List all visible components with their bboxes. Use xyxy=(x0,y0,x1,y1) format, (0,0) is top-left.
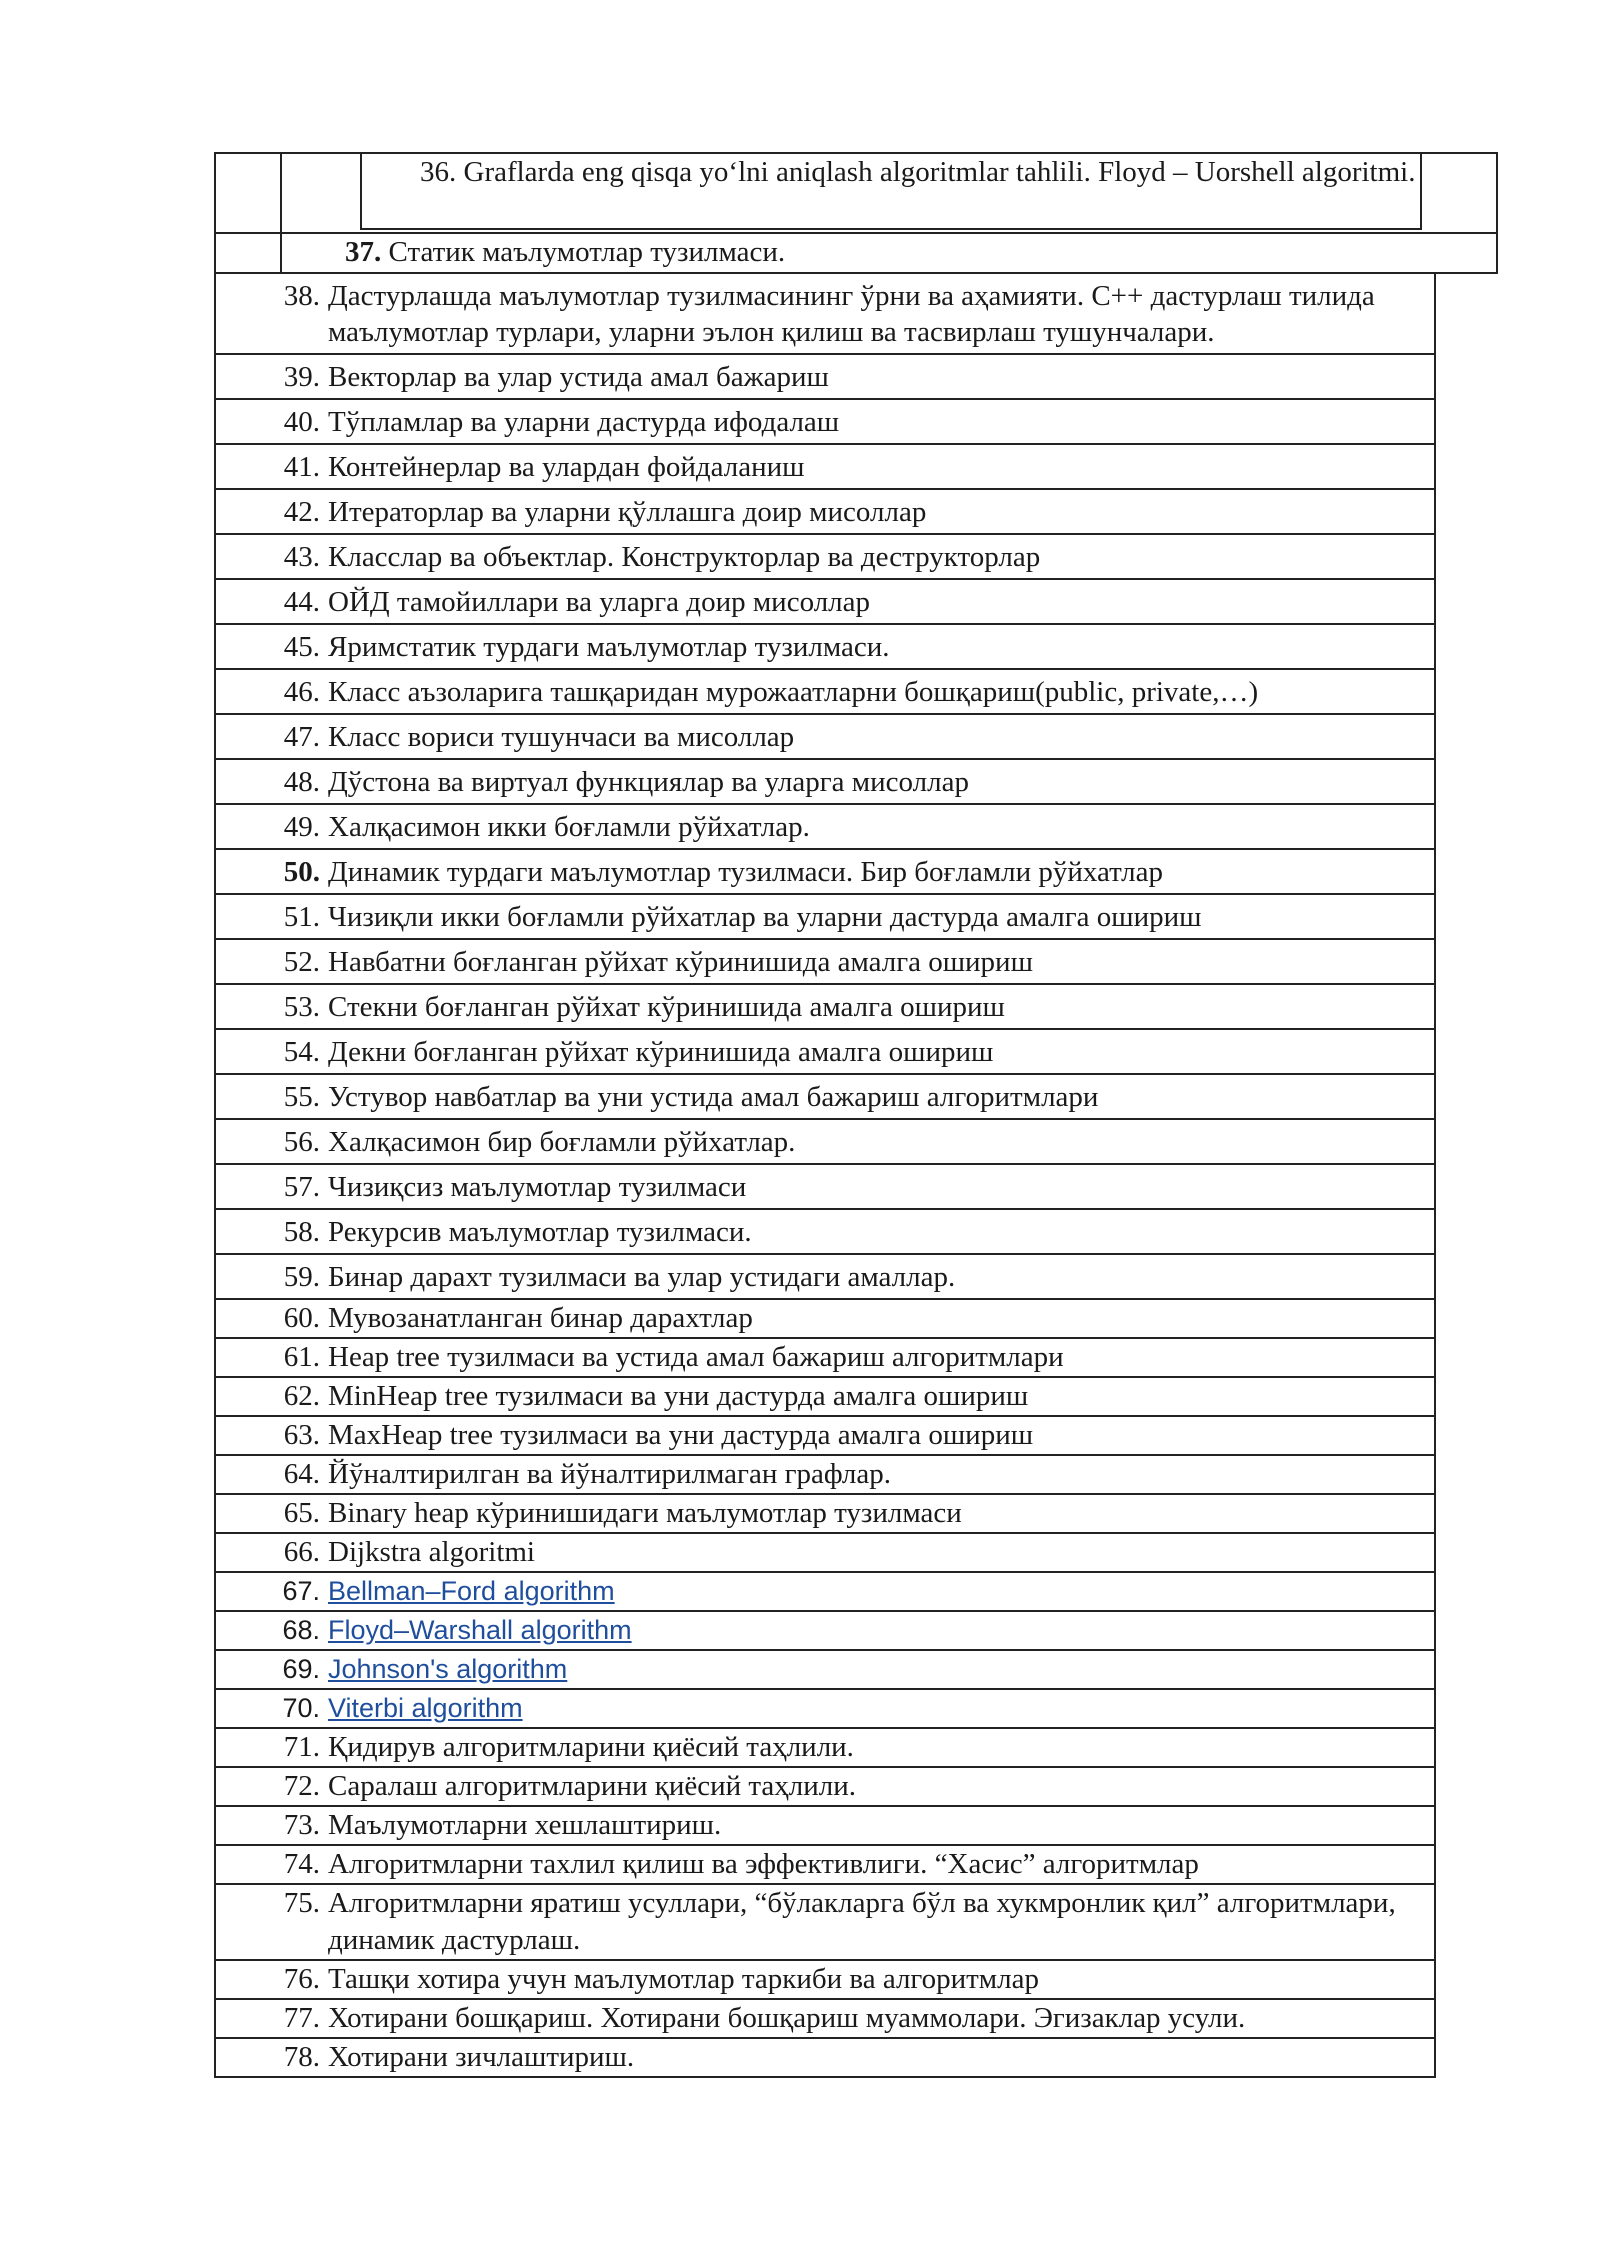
table-cell xyxy=(215,1884,1435,1960)
table-border xyxy=(360,228,1422,230)
item-number: 37. xyxy=(345,236,382,268)
list-item xyxy=(216,1495,1434,1532)
table-row xyxy=(215,849,1435,894)
item-label: Хотирани зичлаштириш. xyxy=(328,2041,635,2073)
table-row xyxy=(215,1728,1435,1767)
item-label: Саралаш алгоритмларини қиёсий таҳлили. xyxy=(328,1770,857,1802)
item-label: Алгоритмларни яратиш усуллари, “бўлакларга бўл ва хукмронлик қил” алгоритмлари, динамик дастурлаш. xyxy=(328,1887,1396,1956)
table-cell xyxy=(215,894,1435,939)
item-number: 46. xyxy=(283,676,320,708)
item-number: 66. xyxy=(283,1536,320,1568)
table-row xyxy=(215,444,1435,489)
item-label: Чизиқсиз маълумотлар тузилмаси xyxy=(328,1171,747,1203)
item-label: Халқасимон икки боғламли рўйхатлар. xyxy=(328,811,810,843)
item-number: 48. xyxy=(283,766,320,798)
list-item xyxy=(216,715,1434,758)
list-item xyxy=(345,234,785,271)
table-cell xyxy=(215,2038,1435,2077)
table-cell xyxy=(215,1845,1435,1884)
item-number: 69. xyxy=(282,1654,320,1684)
item-label: Бинар дарахт тузилмаси ва улар устидаги амаллар. xyxy=(328,1261,956,1293)
table-cell xyxy=(215,1533,1435,1572)
list-item xyxy=(216,355,1434,398)
table-border xyxy=(214,152,216,274)
item-number: 51. xyxy=(283,901,320,933)
list-item xyxy=(216,400,1434,443)
list-item xyxy=(216,760,1434,803)
table-cell xyxy=(215,1377,1435,1416)
item-label: Класс вориси тушунчаси ва мисоллар xyxy=(328,721,795,753)
list-item xyxy=(216,1417,1434,1454)
topics-table xyxy=(214,274,1436,2078)
list-item xyxy=(216,1651,1434,1688)
table-row xyxy=(215,1119,1435,1164)
table-row xyxy=(215,274,1435,354)
item-label: Навбатни боғланган рўйхат кўринишида амалга ошириш xyxy=(328,946,1033,978)
list-item xyxy=(216,895,1434,938)
table-border xyxy=(1496,152,1498,274)
list-item xyxy=(216,2000,1434,2037)
list-item xyxy=(216,1255,1434,1298)
table-row xyxy=(215,1767,1435,1806)
table-cell xyxy=(215,714,1435,759)
table-cell xyxy=(215,1611,1435,1650)
table-cell xyxy=(215,624,1435,669)
list-item xyxy=(216,1807,1434,1844)
table-cell xyxy=(215,1455,1435,1494)
table-cell xyxy=(215,1119,1435,1164)
table-cell xyxy=(215,399,1435,444)
table-row xyxy=(215,1806,1435,1845)
item-number: 63. xyxy=(283,1419,320,1451)
item-number: 78. xyxy=(283,2041,320,2073)
item-number: 41. xyxy=(283,451,320,483)
list-item xyxy=(216,985,1434,1028)
item-label: MinHeap tree тузилмаси ва уни дастурда амалга ошириш xyxy=(328,1380,1029,1412)
item-number: 76. xyxy=(283,1963,320,1995)
list-item xyxy=(216,1690,1434,1727)
list-item xyxy=(216,1534,1434,1571)
list-item xyxy=(216,1378,1434,1415)
list-item xyxy=(216,850,1434,893)
item-label: Дўстона ва виртуал функциялар ва уларга мисоллар xyxy=(328,766,969,798)
table-row xyxy=(215,1650,1435,1689)
item-link[interactable]: Floyd–Warshall algorithm xyxy=(328,1615,632,1645)
item-label: Тўпламлар ва уларни дастурда ифодалаш xyxy=(328,406,840,438)
table-border xyxy=(280,152,282,274)
list-item xyxy=(216,1165,1434,1208)
item-number: 71. xyxy=(283,1731,320,1763)
item-number: 42. xyxy=(283,496,320,528)
list-item xyxy=(216,1210,1434,1253)
item-number: 43. xyxy=(283,541,320,573)
table-cell xyxy=(215,1074,1435,1119)
table-cell xyxy=(215,444,1435,489)
item-number: 53. xyxy=(283,991,320,1023)
item-label: Қидирув алгоритмларини қиёсий таҳлили. xyxy=(328,1731,854,1763)
item-label: Декни боғланган рўйхат кўринишида амалга ошириш xyxy=(328,1036,994,1068)
item-number: 75. xyxy=(283,1887,320,1919)
item-label: Динамик турдаги маълумотлар тузилмаси. Бир боғламли рўйхатлар xyxy=(328,856,1163,888)
table-cell xyxy=(215,534,1435,579)
item-number: 36. xyxy=(420,156,457,188)
list-item xyxy=(216,1456,1434,1493)
item-label: Рекурсив маълумотлар тузилмаси. xyxy=(328,1216,752,1248)
table-cell xyxy=(215,274,1435,354)
table-row xyxy=(215,1884,1435,1960)
list-item xyxy=(216,1768,1434,1805)
item-label: Класс аъзоларига ташқаридан мурожаатларни бошқариш(public, private,…) xyxy=(328,676,1259,708)
list-item xyxy=(216,535,1434,578)
table-row xyxy=(215,579,1435,624)
list-item xyxy=(216,805,1434,848)
table-cell xyxy=(215,579,1435,624)
table-cell xyxy=(215,939,1435,984)
item-number: 73. xyxy=(283,1809,320,1841)
item-label: Маълумотларни хешлаштириш. xyxy=(328,1809,722,1841)
table-cell xyxy=(215,1728,1435,1767)
item-number: 45. xyxy=(283,631,320,663)
list-item xyxy=(216,1030,1434,1073)
table-row xyxy=(215,1377,1435,1416)
table-row xyxy=(215,984,1435,1029)
table-cell xyxy=(215,1806,1435,1845)
list-item xyxy=(216,1961,1434,1998)
table-cell xyxy=(215,759,1435,804)
table-cell xyxy=(215,1689,1435,1728)
item-label: Heap tree тузилмаси ва устида амал бажариш алгоритмлари xyxy=(328,1341,1064,1373)
table-cell xyxy=(215,1960,1435,1999)
item-number: 38. xyxy=(283,280,320,312)
item-number: 68. xyxy=(282,1615,320,1645)
list-item xyxy=(216,1120,1434,1163)
item-number: 49. xyxy=(283,811,320,843)
table-border xyxy=(360,152,362,230)
table-row xyxy=(215,1494,1435,1533)
item-number: 62. xyxy=(283,1380,320,1412)
table-row xyxy=(215,489,1435,534)
item-label: Халқасимон бир боғламли рўйхатлар. xyxy=(328,1126,796,1158)
table-row xyxy=(215,1074,1435,1119)
topics-table-body xyxy=(215,274,1435,2077)
item-link[interactable]: Viterbi algorithm xyxy=(328,1693,523,1723)
list-item xyxy=(216,1339,1434,1376)
item-number: 58. xyxy=(283,1216,320,1248)
item-number: 52. xyxy=(283,946,320,978)
item-number: 55. xyxy=(283,1081,320,1113)
item-number: 47. xyxy=(283,721,320,753)
table-row xyxy=(215,1689,1435,1728)
item-label: Мувозанатланган бинар дарахтлар xyxy=(328,1302,753,1334)
table-cell xyxy=(215,1254,1435,1299)
item-label: Контейнерлар ва улардан фойдаланиш xyxy=(328,451,805,483)
list-item xyxy=(216,1846,1434,1883)
item-link[interactable]: Bellman–Ford algorithm xyxy=(328,1576,615,1606)
table-row xyxy=(215,354,1435,399)
item-label: Класслар ва объектлар. Конструкторлар ва деструкторлар xyxy=(328,541,1041,573)
item-label: Статик маълумотлар тузилмаси. xyxy=(388,236,786,268)
table-row xyxy=(215,1338,1435,1377)
table-cell xyxy=(215,489,1435,534)
item-number: 59. xyxy=(283,1261,320,1293)
item-number: 77. xyxy=(283,2002,320,2034)
table-cell xyxy=(215,1767,1435,1806)
table-row xyxy=(215,1845,1435,1884)
item-number: 50. xyxy=(283,856,320,888)
table-cell xyxy=(215,1999,1435,2038)
table-row xyxy=(215,894,1435,939)
list-item xyxy=(216,670,1434,713)
item-number: 67. xyxy=(282,1576,320,1606)
item-number: 39. xyxy=(283,361,320,393)
table-row xyxy=(215,759,1435,804)
table-cell xyxy=(215,669,1435,714)
item-number: 72. xyxy=(283,1770,320,1802)
table-cell xyxy=(215,1299,1435,1338)
list-item xyxy=(216,1300,1434,1337)
item-label: Итераторлар ва уларни қўллашга доир мисоллар xyxy=(328,496,927,528)
list-item xyxy=(216,490,1434,533)
item-link[interactable]: Johnson's algorithm xyxy=(328,1654,568,1684)
item-label: Чизиқли икки боғламли рўйхатлар ва уларни дастурда амалга ошириш xyxy=(328,901,1202,933)
table-cell xyxy=(215,1164,1435,1209)
table-row xyxy=(215,1960,1435,1999)
item-number: 65. xyxy=(283,1497,320,1529)
item-number: 64. xyxy=(283,1458,320,1490)
table-cell xyxy=(215,354,1435,399)
item-number: 57. xyxy=(283,1171,320,1203)
table-cell xyxy=(215,804,1435,849)
item-label: Векторлар ва улар устида амал бажариш xyxy=(328,361,829,393)
table-row xyxy=(215,1611,1435,1650)
list-item xyxy=(216,274,1434,353)
list-item xyxy=(216,445,1434,488)
table-row xyxy=(215,624,1435,669)
table-row xyxy=(215,1455,1435,1494)
table-row xyxy=(215,1299,1435,1338)
item-number: 61. xyxy=(283,1341,320,1373)
list-item xyxy=(216,625,1434,668)
table-row xyxy=(215,1572,1435,1611)
table-row xyxy=(215,1209,1435,1254)
table-row xyxy=(215,1999,1435,2038)
item-label: Dijkstra algoritmi xyxy=(328,1536,535,1568)
item-label: MaxHeap tree тузилмаси ва уни дастурда амалга ошириш xyxy=(328,1419,1034,1451)
list-item xyxy=(216,1573,1434,1610)
list-item xyxy=(216,1075,1434,1118)
list-item xyxy=(216,1612,1434,1649)
table-row xyxy=(215,1416,1435,1455)
list-item xyxy=(420,154,1462,190)
item-label: Binary heap кўринишидаги маълумотлар тузилмаси xyxy=(328,1497,962,1529)
table-row xyxy=(215,1533,1435,1572)
item-label: Йўналтирилган ва йўналтирилмаган графлар. xyxy=(328,1458,892,1490)
item-number: 40. xyxy=(283,406,320,438)
list-item xyxy=(216,1885,1434,1959)
table-cell xyxy=(215,849,1435,894)
table-cell xyxy=(215,1650,1435,1689)
table-cell xyxy=(215,984,1435,1029)
list-item xyxy=(216,940,1434,983)
item-label: Хотирани бошқариш. Хотирани бошқариш муаммолари. Эгизаклар усули. xyxy=(328,2002,1246,2034)
table-row xyxy=(215,1164,1435,1209)
item-number: 74. xyxy=(283,1848,320,1880)
item-label: Graflarda eng qisqa yo‘lni aniqlash algoritmlar tahlili. Floyd – Uorshell algoritmi. xyxy=(463,156,1416,188)
item-label: Устувор навбатлар ва уни устида амал бажариш алгоритмлари xyxy=(328,1081,1099,1113)
table-cell xyxy=(215,1416,1435,1455)
table-row xyxy=(215,399,1435,444)
item-label: Ташқи хотира учун маълумотлар таркиби ва алгоритмлар xyxy=(328,1963,1039,1995)
table-cell xyxy=(215,1494,1435,1533)
item-number: 54. xyxy=(283,1036,320,1068)
table-cell xyxy=(215,1029,1435,1074)
table-cell xyxy=(215,1209,1435,1254)
item-label: Стекни боғланган рўйхат кўринишида амалга ошириш xyxy=(328,991,1005,1023)
item-number: 70. xyxy=(282,1693,320,1723)
table-row xyxy=(215,534,1435,579)
table-row xyxy=(215,939,1435,984)
table-row xyxy=(215,2038,1435,2077)
table-row xyxy=(215,804,1435,849)
item-label: Дастурлашда маълумотлар тузилмасининг ўрни ва аҳамияти. C++ дастурлаш тилида маълумотлар турлари, уларни эълон қилиш ва тасвирлаш тушунчалари. xyxy=(328,280,1375,348)
table-cell xyxy=(215,1572,1435,1611)
table-row xyxy=(215,669,1435,714)
item-number: 60. xyxy=(283,1302,320,1334)
table-row xyxy=(215,714,1435,759)
table-cell xyxy=(215,1338,1435,1377)
item-number: 56. xyxy=(283,1126,320,1158)
item-label: ОЙД тамойиллари ва уларга доир мисоллар xyxy=(328,586,871,618)
list-item xyxy=(216,2039,1434,2076)
item-number: 44. xyxy=(283,586,320,618)
item-label: Алгоритмларни тахлил қилиш ва эффективлиги. “Хасис” алгоритмлар xyxy=(328,1848,1199,1880)
item-label: Яримстатик турдаги маълумотлар тузилмаси. xyxy=(328,631,890,663)
list-item xyxy=(216,580,1434,623)
list-item xyxy=(216,1729,1434,1766)
table-row xyxy=(215,1029,1435,1074)
table-row xyxy=(215,1254,1435,1299)
